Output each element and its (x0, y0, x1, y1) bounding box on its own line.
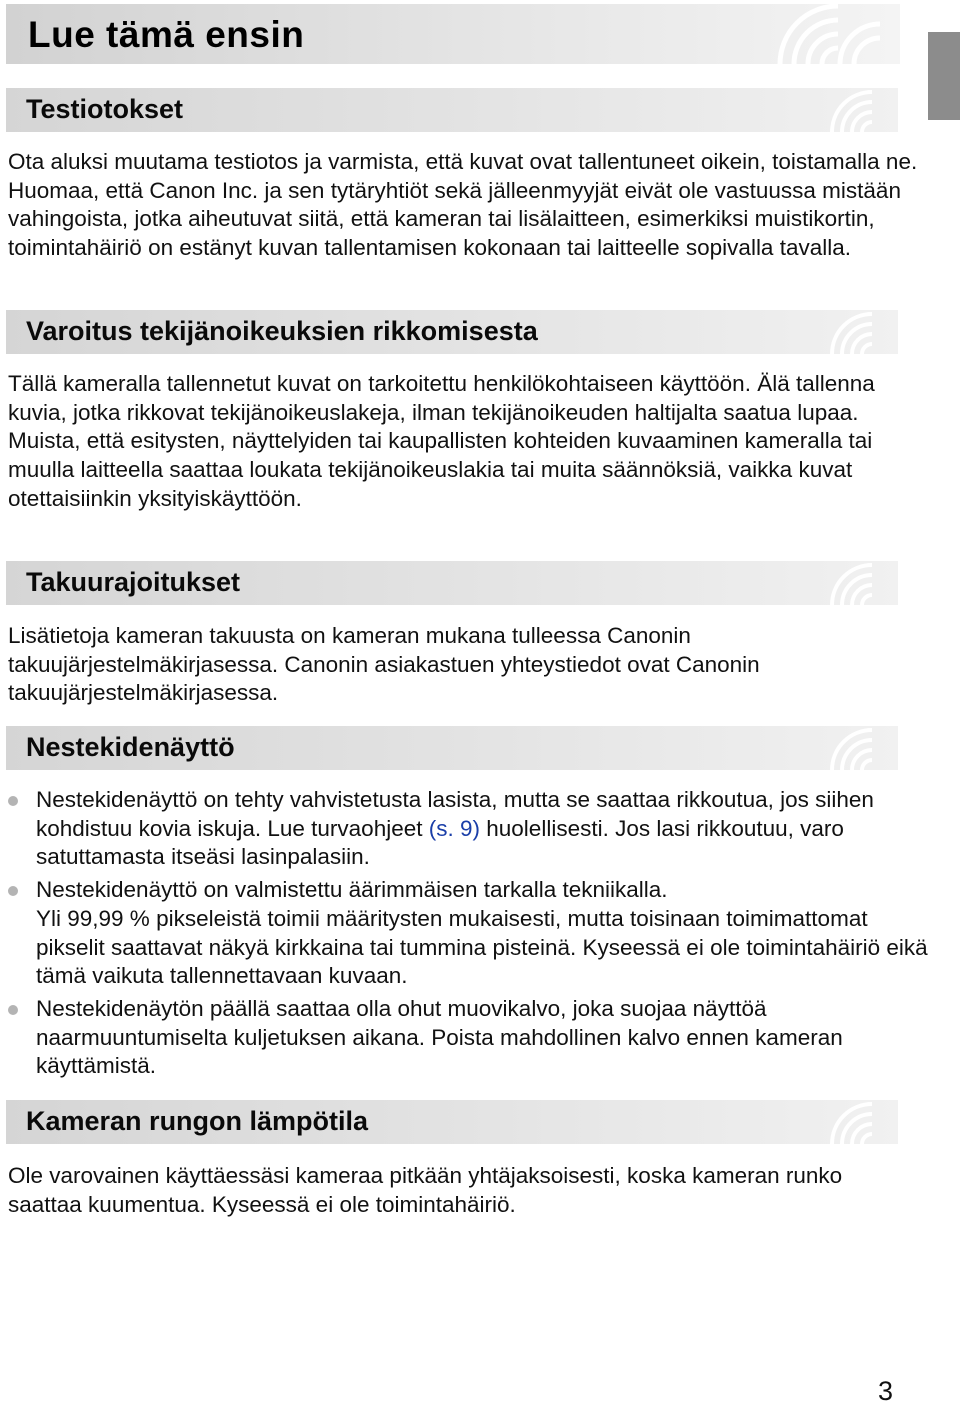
section-heading: Takuurajoitukset (26, 567, 241, 597)
section-heading: Kameran rungon lämpötila (26, 1106, 369, 1136)
section-heading: Nestekidenäyttö (26, 732, 235, 762)
list-item (0, 786, 930, 872)
section-text-varoitus: Tällä kameralla tallennetut kuvat on tarkoitettu henkilökohtaiseen käyttöön. Älä tallenna kuvia, jotka rikkovat tekijänoikeuslakeja, ilman tekijänoikeuden haltijalta saatua lupaa. Muista, että esitysten, näyttelyiden tai kaupallisten kohteiden kuvaaminen kameralla tai muulla laitteella saattaa loukata tekijänoikeuslakia tai muita säännöksiä, vaikka kuvat otettaisiinkin yksityiskäyttöön. (8, 371, 875, 511)
page-number: 3 (878, 1376, 894, 1406)
list-item-text: Nestekidenäytön päällä saattaa olla ohut muovikalvo, joka suojaa näyttöä naarmuuntumiselta kuljetuksen aikana. Poista mahdollinen kalvo ennen kameran käyttämistä. (36, 995, 843, 1079)
list-item (0, 995, 930, 1081)
section-header-testiotokset (6, 88, 898, 132)
chapter-tab (928, 32, 960, 120)
bullet-icon (8, 886, 18, 896)
page-title-bar (6, 4, 900, 64)
section-heading: Testiotokset (26, 94, 184, 124)
list-item-text: Nestekidenäyttö on tehty vahvistetusta lasista, mutta se saattaa rikkoutua, jos siihen kohdistuu kovia iskuja. Lue turvaohjeet (36, 787, 874, 841)
section-header-nestekide (6, 726, 898, 770)
list-item-text: Nestekidenäyttö on valmistettu äärimmäisen tarkalla tekniikalla. (36, 877, 668, 903)
section-text-takuu: Lisätietoja kameran takuusta on kameran mukana tulleessa Canonin takuujärjestelmäkirjasessa. Canonin asiakastuen yhteystiedot ovat Canonin takuujärjestelmäkirjasessa. (8, 623, 760, 706)
bullet-icon (8, 1005, 18, 1015)
section-header-varoitus (6, 310, 898, 354)
list-item (0, 876, 930, 991)
section-header-takuu (6, 561, 898, 605)
arc-decoration-icon (828, 310, 898, 354)
section-text-lampotila: Ole varovainen käyttäessäsi kameraa pitkään yhtäjaksoisesti, koska kameran runko saattaa kuumentua. Kyseessä ei ole toimintahäiriö. (8, 1163, 843, 1217)
section-header-lampotila (6, 1100, 898, 1144)
section-heading: Varoitus tekijänoikeuksien rikkomisesta (26, 316, 538, 346)
arc-decoration-icon (828, 88, 898, 132)
list-item-text: Yli 99,99 % pikseleistä toimii määritysten mukaisesti, mutta toisinaan toimimattomat pikselit saattavat näkyä kirkkaina tai tummina pisteinä. Kyseessä ei ole toimintahäiriö eikä tämä vaikuta tallennettavaan kuvaan. (36, 905, 928, 989)
page-reference-link[interactable]: (s. 9) (428, 815, 481, 841)
arc-decoration-icon (828, 726, 898, 770)
list-item-text: huolellisesti. Jos lasi rikkoutuu, varo satuttamasta itseäsi lasinpalasiin. (36, 815, 844, 870)
arc-decoration-icon (828, 561, 898, 605)
arc-decoration-icon (828, 1100, 898, 1144)
section-text-testiotokset: Ota aluksi muutama testiotos ja varmista, että kuvat ovat tallentuneet oikein, toistamalla ne. Huomaa, että Canon Inc. ja sen tytäryhtiöt sekä jälleenmyyjät eivät ole vastuussa mistään vahingoista, jotka aiheutuvat siitä, että kameran tai lisälaitteen, esimerkiksi muistikortin, toimintahäiriö on estänyt kuvan tallentamisen kokonaan tai laitteelle sopivalla tavalla. (8, 149, 918, 261)
bullet-icon (8, 796, 18, 806)
lcd-bullet-list (0, 786, 930, 1085)
arc-decoration-icon (760, 4, 900, 64)
page-title: Lue tämä ensin (28, 14, 305, 55)
